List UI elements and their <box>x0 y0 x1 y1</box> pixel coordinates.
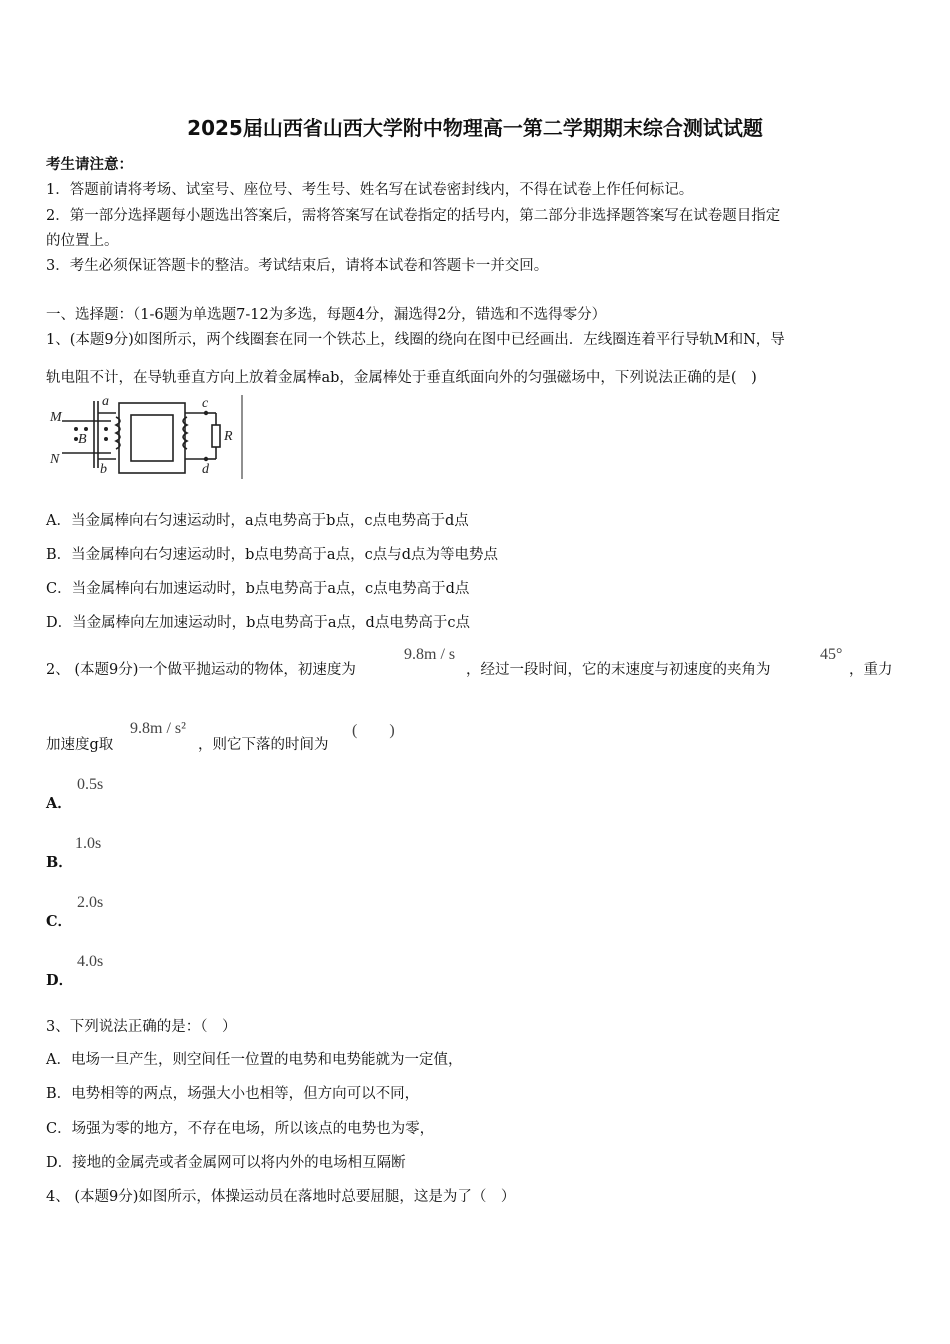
question-1-option-c: C．当金属棒向右加速运动时，b点电势高于a点，c点电势高于d点 <box>46 581 470 597</box>
label-d: d <box>202 462 209 477</box>
notice-item: 1．答题前请将考场、试室号、座位号、考生号、姓名写在试卷密封线内，不得在试卷上作任何标记。 <box>46 182 694 198</box>
label-a: a <box>102 394 109 409</box>
question-3-option-c: C．场强为零的地方，不存在电场，所以该点的电势也为零， <box>46 1121 435 1137</box>
question-2-option-a-label: A． <box>46 795 72 812</box>
question-1-option-a: A．当金属棒向右匀速运动时，a点电势高于b点，c点电势高于d点 <box>46 513 469 529</box>
label-M: M <box>50 410 62 425</box>
label-N: N <box>50 452 60 467</box>
question-1-figure <box>46 393 246 481</box>
question-2-option-d-value: 4.0s <box>77 953 104 970</box>
label-B: B <box>78 432 87 447</box>
question-2-option-b-value: 1.0s <box>75 835 102 852</box>
question-1-line2: 轨电阻不计，在导轨垂直方向上放着金属棒ab，金属棒处于垂直纸面向外的匀强磁场中，下列说法正确的是( ) <box>46 370 757 386</box>
question-2-line2a: 加速度g取 <box>46 737 114 753</box>
question-2-option-a-value: 0.5s <box>77 776 104 793</box>
question-1-option-d: D．当金属棒向左加速运动时，b点电势高于a点，d点电势高于c点 <box>46 615 470 631</box>
question-2-line2b: ，则它下落的时间为 <box>198 737 329 753</box>
question-2-answer-paren: ( ) <box>352 722 395 739</box>
question-4-stem: 4、 (本题9分)如图所示，体操运动员在落地时总要屈腿，这是为了（ ） <box>46 1189 516 1205</box>
question-3-option-a: A．电场一旦产生，则空间任一位置的电势和电势能就为一定值， <box>46 1052 463 1068</box>
section-heading: 一、选择题：（1-6题为单选题7-12为多选，每题4分，漏选得2分，错选和不选得零分） <box>46 307 607 323</box>
question-2-option-b-label: B． <box>46 854 73 871</box>
question-1-option-b: B．当金属棒向右匀速运动时，b点电势高于a点，c点与d点为等电势点 <box>46 547 498 563</box>
question-1-line1: 1、(本题9分)如图所示，两个线圈套在同一个铁芯上，线圈的绕向在图中已经画出．左线圈连着平行导轨M和N，导 <box>46 332 785 348</box>
question-2-v0: 9.8m / s <box>404 646 456 663</box>
notice-item: 2．第一部分选择题每小题选出答案后，需将答案写在试卷指定的括号内，第二部分非选择题答案写在试卷题目指定 <box>46 208 781 224</box>
page-title: 2025届山西省山西大学附中物理高一第二学期期末综合测试试题 <box>187 116 763 140</box>
question-3-stem: 3、下列说法正确的是：（ ） <box>46 1019 237 1035</box>
label-c: c <box>202 396 209 411</box>
label-R: R <box>224 429 233 444</box>
question-2-g: 9.8m / s² <box>130 720 186 737</box>
question-2-part2: ，经过一段时间，它的末速度与初速度的夹角为 <box>466 662 771 678</box>
notice-heading: 考生请注意： <box>46 156 133 173</box>
label-b: b <box>100 462 107 477</box>
notice-item: 3．考生必须保证答题卡的整洁。考试结束后，请将本试卷和答题卡一并交回。 <box>46 258 549 274</box>
question-2-angle: 45° <box>820 646 843 663</box>
question-2-option-c-value: 2.0s <box>77 894 104 911</box>
question-2-part1: 2、 (本题9分)一个做平抛运动的物体，初速度为 <box>46 662 356 678</box>
question-2-option-c-label: C． <box>46 913 73 930</box>
notice-item: 的位置上。 <box>46 233 119 249</box>
question-2-option-d-label: D． <box>46 972 74 989</box>
question-2-part3: ，重力 <box>849 662 893 678</box>
question-3-option-b: B．电势相等的两点，场强大小也相等，但方向可以不同， <box>46 1086 420 1102</box>
question-3-option-d: D．接地的金属壳或者金属网可以将内外的电场相互隔断 <box>46 1155 406 1171</box>
